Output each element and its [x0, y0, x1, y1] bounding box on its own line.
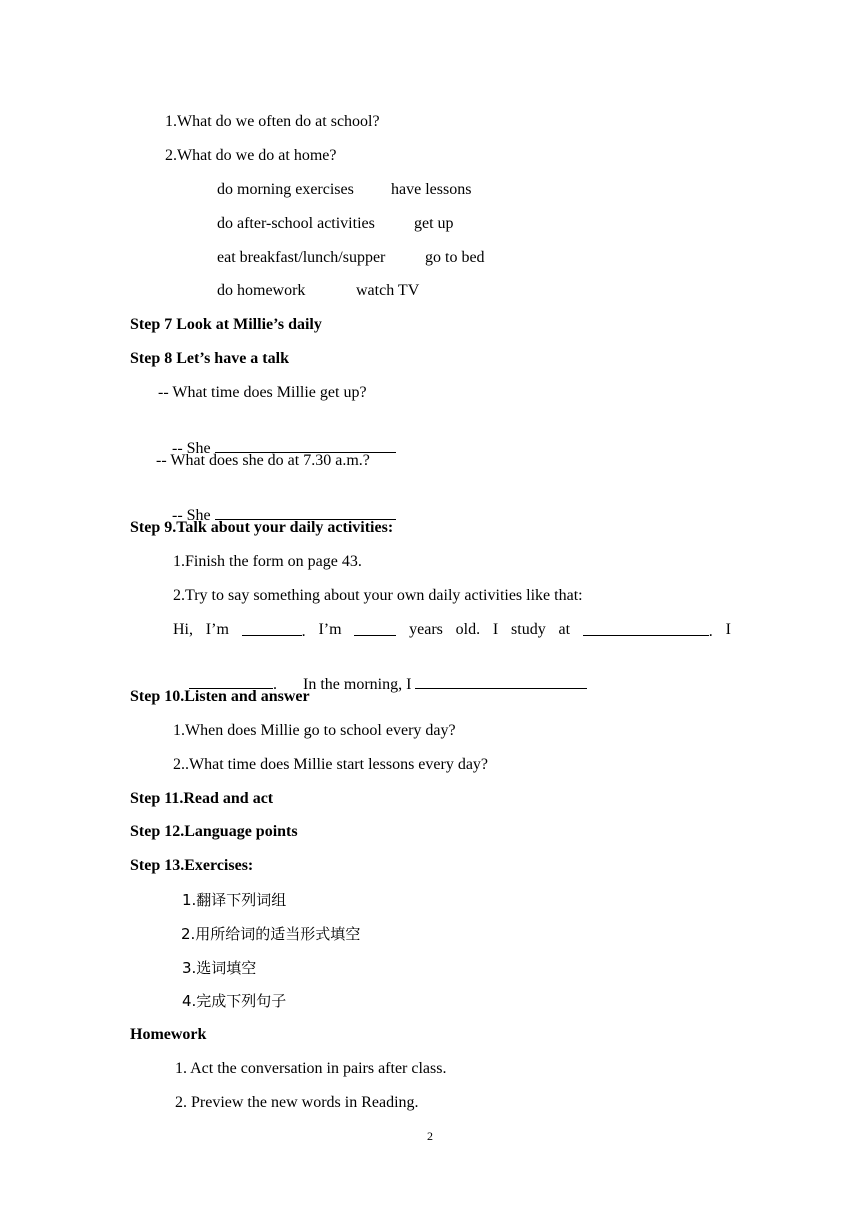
word-hi: Hi, [173, 621, 193, 638]
exercise-item-3: 3.选词填空 [182, 959, 257, 977]
step-8-heading: Step 8 Let’s have a talk [130, 350, 289, 367]
period-2: . [708, 623, 713, 640]
step-12-heading: Step 12.Language points [130, 823, 298, 840]
morning-blank[interactable] [415, 673, 587, 689]
word-at: at [558, 621, 571, 638]
phrase-a-4: do homework [217, 282, 306, 299]
step-9-item-1: 1.Finish the form on page 43. [173, 553, 362, 570]
word-years: years [409, 621, 443, 638]
phrase-b-1: have lessons [391, 181, 472, 198]
step-11-heading: Step 11.Read and act [130, 790, 274, 807]
step-7-heading: Step 7 Look at Millie’s daily [130, 316, 322, 333]
period-3: . [273, 676, 277, 693]
talk-line-3: -- What does she do at 7.30 a.m.? [156, 452, 370, 469]
word-old: old. [455, 621, 481, 638]
page-number: 2 [427, 1129, 433, 1143]
phrase-a-2: do after-school activities [217, 215, 375, 232]
morning-text: In the morning, I [303, 676, 412, 693]
word-im-2: I’m [318, 621, 342, 638]
step-9-heading: Step 9.Talk about your daily activities: [130, 519, 394, 536]
homework-heading: Homework [130, 1026, 207, 1043]
school-blank[interactable] [583, 620, 709, 636]
talk-line-4-text: -- She [172, 507, 211, 524]
question-2: 2.What do we do at home? [165, 147, 337, 164]
name-blank-group [242, 620, 306, 642]
name-blank[interactable] [242, 620, 302, 636]
step-9-item-2: 2.Try to say something about your own daily activities like that: [173, 587, 583, 604]
homework-item-2: 2. Preview the new words in Reading. [175, 1094, 419, 1111]
age-blank[interactable] [354, 620, 396, 636]
exercise-item-2: 2.用所给词的适当形式填空 [181, 925, 361, 943]
step-10-heading: Step 10.Listen and answer [130, 688, 310, 705]
phrase-a-3: eat breakfast/lunch/supper [217, 249, 386, 266]
school-blank-group [583, 620, 713, 642]
exercise-item-4: 4.完成下列句子 [182, 992, 287, 1010]
word-im: I’m [205, 621, 229, 638]
exercise-item-1: 1.翻译下列词组 [182, 891, 287, 909]
step-13-heading: Step 13.Exercises: [130, 857, 254, 874]
phrase-a-1: do morning exercises [217, 181, 354, 198]
step-10-item-1: 1.When does Millie go to school every day? [173, 722, 456, 739]
word-study: study [511, 621, 546, 638]
word-i-2: I [725, 621, 731, 638]
homework-item-1: 1. Act the conversation in pairs after class. [175, 1060, 447, 1077]
fill-in-row-1 [173, 620, 731, 642]
word-i: I [492, 621, 499, 638]
phrase-b-3: go to bed [425, 249, 485, 266]
talk-line-1: -- What time does Millie get up? [158, 384, 367, 401]
question-1: 1.What do we often do at school? [165, 113, 380, 130]
step-10-item-2: 2..What time does Millie start lessons every day? [173, 756, 489, 773]
talk-line-2-text: -- She [172, 440, 211, 457]
period-1: . [301, 623, 306, 640]
phrase-b-4: watch TV [356, 282, 420, 299]
phrase-b-2: get up [414, 215, 454, 232]
